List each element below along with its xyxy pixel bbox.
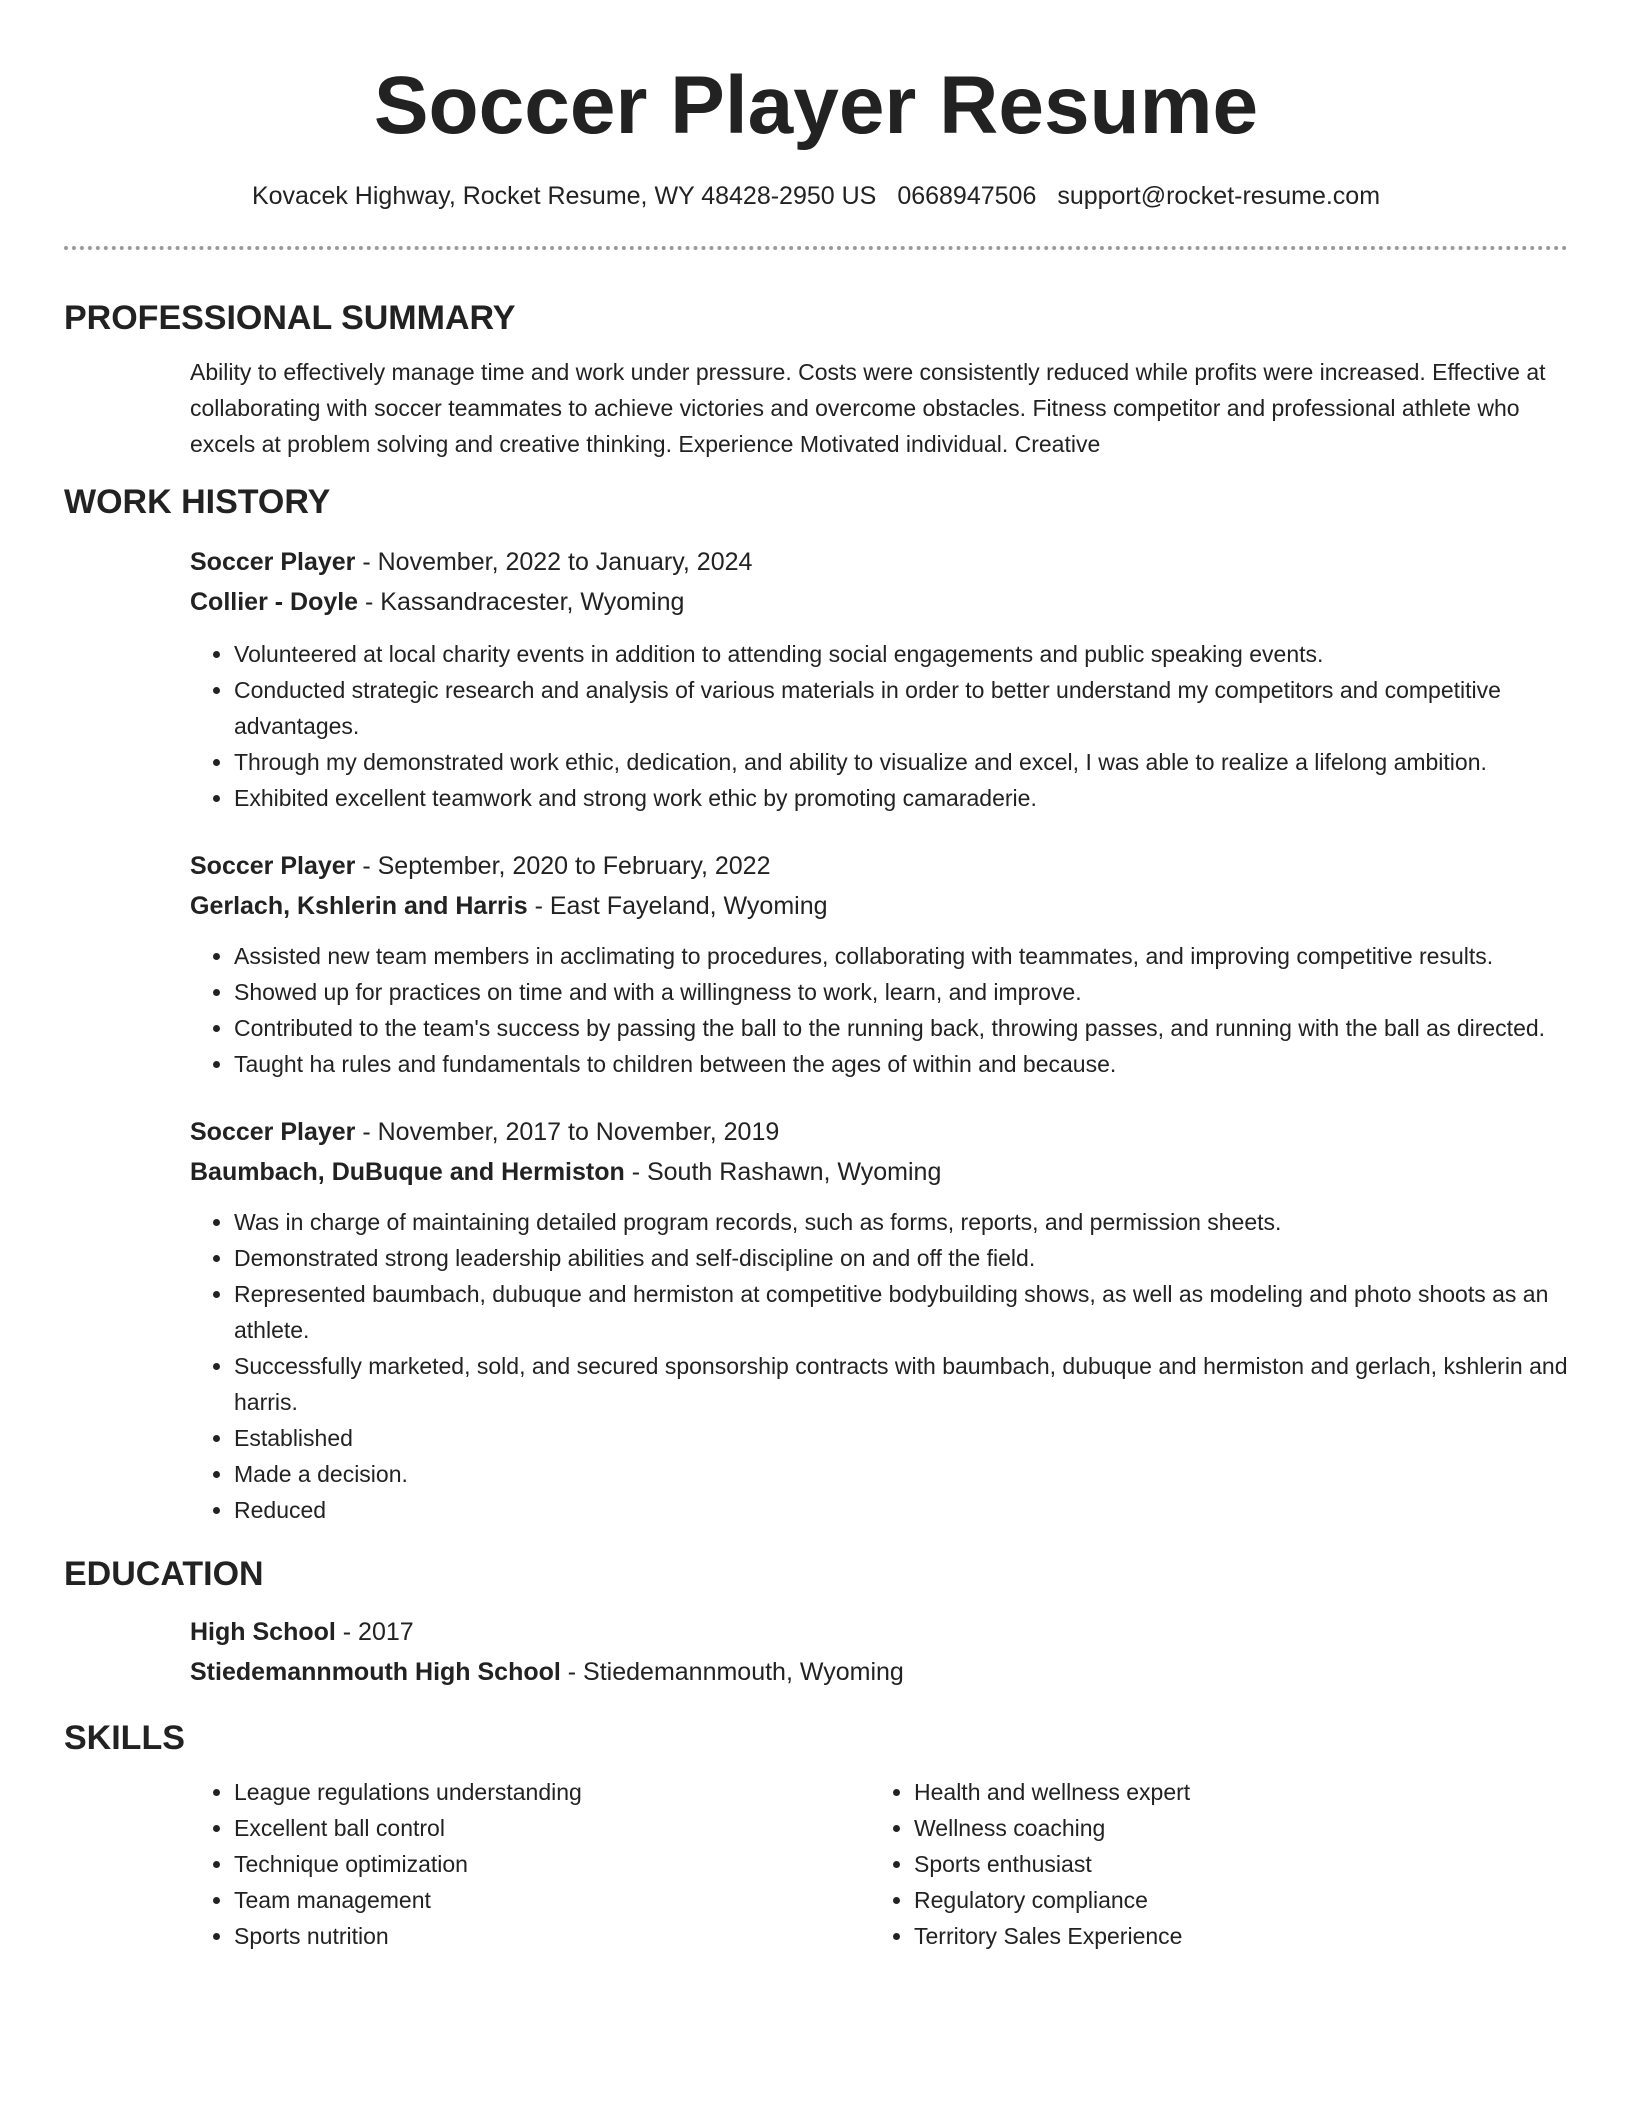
header-divider: [64, 246, 1568, 250]
contact-line: [64, 180, 1568, 212]
list-item: • Taught ha rules and fundamentals to children between the ages of within and because.: [234, 1046, 1568, 1082]
job-location: - South Rashawn, Wyoming: [624, 1158, 942, 1186]
education-degree: High School: [190, 1618, 336, 1646]
skills-section: [64, 1716, 1568, 1954]
job-title-line: [190, 846, 1568, 886]
job-role: Soccer Player: [190, 548, 356, 576]
list-item: • Made a decision.: [234, 1456, 1568, 1492]
list-item: • Contributed to the team's success by passing the ball to the running back, throwing passes, and running with the ball as directed.: [234, 1010, 1568, 1046]
summary-heading: PROFESSIONAL SUMMARY: [64, 299, 516, 337]
job-location: - Kassandracester, Wyoming: [358, 588, 685, 616]
list-item: • Conducted strategic research and analysis of various materials in order to better understand my competitors and competitive advantages.: [234, 672, 1568, 744]
job-company: Gerlach, Kshlerin and Harris: [190, 892, 528, 920]
list-item: • Through my demonstrated work ethic, dedication, and ability to visualize and excel, I was able to realize a lifelong ambition.: [234, 744, 1568, 780]
list-item: • Was in charge of maintaining detailed program records, such as forms, reports, and permission sheets.: [234, 1204, 1568, 1240]
job-company-line: [190, 1152, 1568, 1192]
list-item: • Territory Sales Experience: [914, 1918, 1550, 1954]
work-history-heading: WORK HISTORY: [64, 483, 331, 521]
summary-section: [64, 296, 1568, 462]
job-dates: - November, 2022 to January, 2024: [355, 548, 753, 576]
skills-heading: SKILLS: [64, 1719, 185, 1757]
list-item: • Assisted new team members in acclimating to procedures, collaborating with teammates, and improving competitive results.: [234, 938, 1568, 974]
summary-text: Ability to effectively manage time and work under pressure. Costs were consistently reduced while profits were increased. Effective at collaborating with soccer teammates to achieve victories and overcome obstacles. Fitness competitor and professional athlete who excels at problem solving and creative thinking. Experience Motivated individual. Creative: [190, 359, 1546, 457]
job-bullets: [190, 1204, 1568, 1528]
list-item: • Sports nutrition: [234, 1918, 870, 1954]
list-item: • Technique optimization: [234, 1846, 870, 1882]
job-entry: [64, 846, 1568, 1082]
list-item: • League regulations understanding: [234, 1774, 870, 1810]
education-section: [64, 1552, 1568, 1692]
list-item: • Established: [234, 1420, 1568, 1456]
list-item: • Showed up for practices on time and with a willingness to work, learn, and improve.: [234, 974, 1568, 1010]
list-item: • Excellent ball control: [234, 1810, 870, 1846]
list-item: • Exhibited excellent teamwork and strong work ethic by promoting camaraderie.: [234, 780, 1568, 816]
skills-list-right: [870, 1774, 1550, 1954]
list-item: • Regulatory compliance: [914, 1882, 1550, 1918]
contact-phone: 0668947506: [897, 182, 1037, 210]
list-item: • Successfully marketed, sold, and secured sponsorship contracts with baumbach, dubuque and hermiston and gerlach, kshlerin and harris.: [234, 1348, 1568, 1420]
job-title-line: [190, 542, 1568, 582]
job-bullets: [190, 938, 1568, 1082]
education-location: - Stiedemannmouth, Wyoming: [560, 1658, 904, 1686]
list-item: • Team management: [234, 1882, 870, 1918]
education-degree-line: [190, 1612, 1568, 1652]
list-item: • Demonstrated strong leadership abilities and self-discipline on and off the field.: [234, 1240, 1568, 1276]
job-company-line: [190, 582, 1568, 622]
job-role: Soccer Player: [190, 852, 356, 880]
work-history-section: [64, 480, 1568, 1528]
job-entry: [64, 1112, 1568, 1528]
job-dates: - September, 2020 to February, 2022: [355, 852, 771, 880]
job-dates: - November, 2017 to November, 2019: [355, 1118, 780, 1146]
education-heading: EDUCATION: [64, 1555, 264, 1593]
job-entry: [64, 542, 1568, 816]
education-school: Stiedemannmouth High School: [190, 1658, 561, 1686]
list-item: • Represented baumbach, dubuque and hermiston at competitive bodybuilding shows, as well as modeling and photo shoots as an athlete.: [234, 1276, 1568, 1348]
job-bullets: [190, 636, 1568, 816]
resume-title: Soccer Player Resume: [373, 60, 1259, 151]
contact-address: Kovacek Highway, Rocket Resume, WY 48428-2950 US: [251, 182, 877, 210]
list-item: • Health and wellness expert: [914, 1774, 1550, 1810]
job-location: - East Fayeland, Wyoming: [527, 892, 828, 920]
job-company: Baumbach, DuBuque and Hermiston: [190, 1158, 625, 1186]
education-year: - 2017: [335, 1618, 414, 1646]
list-item: • Sports enthusiast: [914, 1846, 1550, 1882]
contact-email: support@rocket-resume.com: [1057, 182, 1381, 210]
education-school-line: [190, 1652, 1568, 1692]
job-role: Soccer Player: [190, 1118, 356, 1146]
list-item: • Wellness coaching: [914, 1810, 1550, 1846]
list-item: • Volunteered at local charity events in addition to attending social engagements and public speaking events.: [234, 636, 1568, 672]
job-title-line: [190, 1112, 1568, 1152]
skills-list-left: [190, 1774, 870, 1954]
job-company-line: [190, 886, 1568, 926]
list-item: • Reduced: [234, 1492, 1568, 1528]
job-company: Collier - Doyle: [190, 588, 359, 616]
